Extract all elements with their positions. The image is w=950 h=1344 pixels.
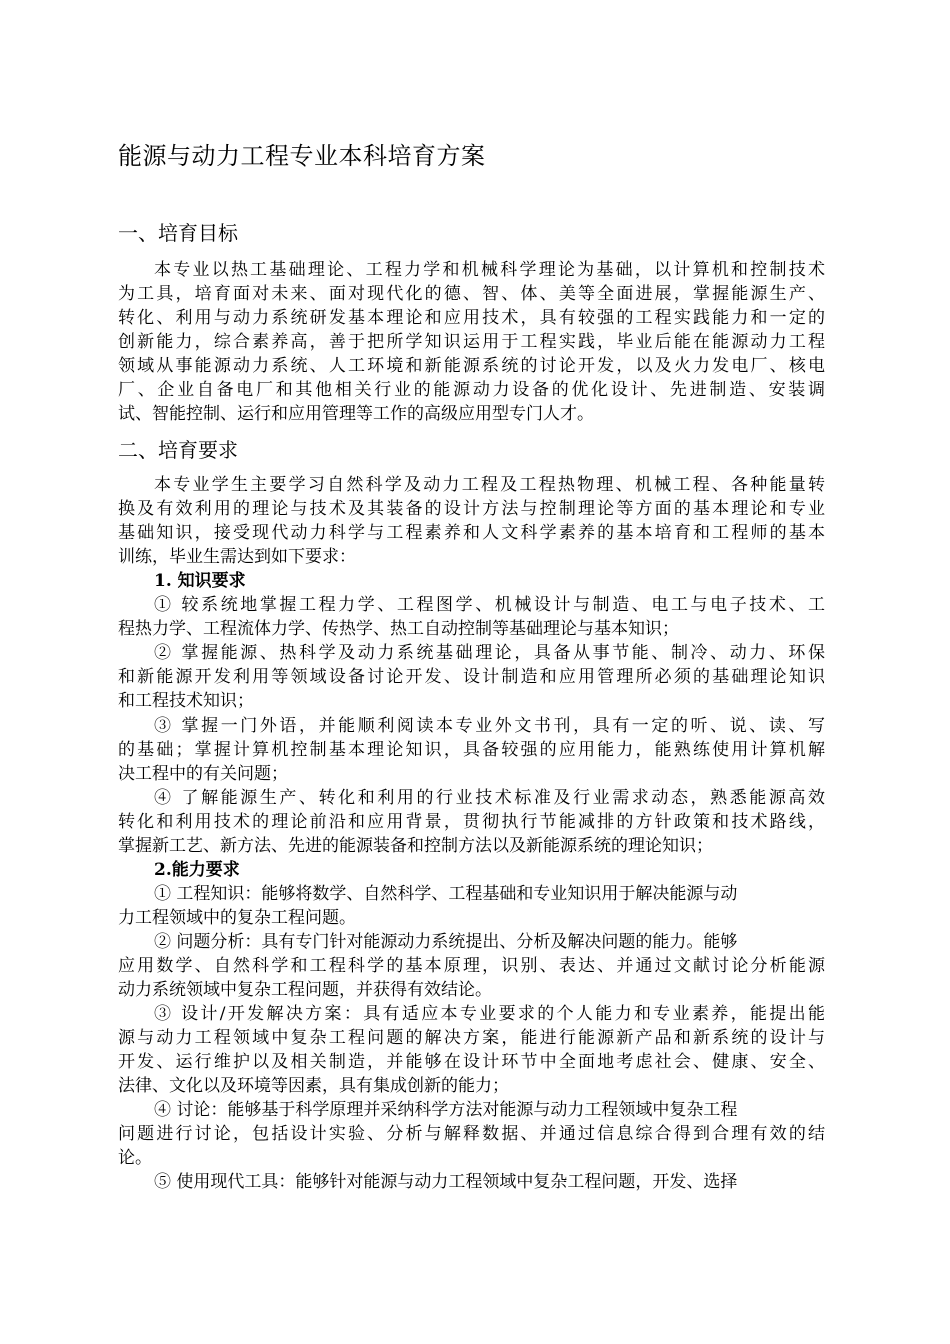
list-item-line: 开发、运行维护以及相关制造，并能够在设计环节中全面地考虑社会、健康、安全、 <box>118 1052 825 1072</box>
list-item-line: 应用数学、自然科学和工程科学的基本原理，识别、表达、并通过文献讨论分析能源 <box>118 956 825 976</box>
list-item-line: 和工程技术知识； <box>118 691 254 711</box>
section-heading-requirements: 二、培育要求 <box>118 438 238 462</box>
list-item-line: ④ 讨论：能够基于科学原理并采纳科学方法对能源与动力工程领域中复杂工程 <box>154 1100 738 1120</box>
list-item-line: 源与动力工程领域中复杂工程问题的解决方案，能进行能源新产品和新系统的设计与 <box>118 1028 825 1048</box>
paragraph-line: 本专业学生主要学习自然科学及动力工程及工程热物理、机械工程、各种能量转 <box>154 475 825 495</box>
list-item-line: ② 问题分析：具有专门针对能源动力系统提出、分析及解决问题的能力。能够 <box>154 932 738 952</box>
list-item-line: 决工程中的有关问题； <box>118 764 288 784</box>
list-item-line: 的基础；掌握计算机控制基本理论知识，具备较强的应用能力，能熟练使用计算机解 <box>118 740 825 760</box>
paragraph-line: 创新能力，综合素养高，善于把所学知识运用于工程实践，毕业后能在能源动力工程 <box>118 332 825 352</box>
list-item-line: 力工程领域中的复杂工程问题。 <box>118 908 356 928</box>
paragraph-line: 训练，毕业生需达到如下要求： <box>118 547 356 567</box>
paragraph-line: 本专业以热工基础理论、工程力学和机械科学理论为基础，以计算机和控制技术 <box>154 260 825 280</box>
list-item-line: 论。 <box>118 1148 152 1168</box>
paragraph-line: 基础知识，接受现代动力科学与工程素养和人文科学素养的基本培育和工程师的基本 <box>118 523 825 543</box>
list-item-line: 程热力学、工程流体力学、传热学、热工自动控制等基础理论与基本知识； <box>118 619 679 639</box>
list-item-line: ③ 设计/开发解决方案：具有适应本专业要求的个人能力和专业素养，能提出能 <box>154 1004 825 1024</box>
list-item-line: 问题进行讨论，包括设计实验、分析与解释数据、并通过信息综合得到合理有效的结 <box>118 1124 825 1144</box>
list-item-line: ② 掌握能源、热科学及动力系统基础理论，具备从事节能、制冷、动力、环保 <box>154 643 825 663</box>
list-item-line: ③ 掌握一门外语，并能顺利阅读本专业外文书刊，具有一定的听、说、读、写 <box>154 716 825 736</box>
paragraph-line: 换及有效利用的理论与技术及其装备的设计方法与控制理论等方面的基本理论和专业 <box>118 499 825 519</box>
list-item-line: 转化和利用技术的理论前沿和应用背景，贯彻执行节能减排的方针政策和技术路线， <box>118 812 825 832</box>
list-item-line: 掌握新工艺、新方法、先进的能源装备和控制方法以及新能源系统的理论知识； <box>118 836 713 856</box>
list-item-line: ⑤ 使用现代工具：能够针对能源与动力工程领域中复杂工程问题，开发、选择 <box>154 1172 738 1192</box>
list-item-line: 法律、文化以及环境等因素，具有集成创新的能力； <box>118 1076 509 1096</box>
paragraph-line: 试、智能控制、运行和应用管理等工作的高级应用型专门人才。 <box>118 404 594 424</box>
subheading-knowledge: 1. 知识要求 <box>154 571 246 591</box>
list-item-line: ① 较系统地掌握工程力学、工程图学、机械设计与制造、电工与电子技术、工 <box>154 595 825 615</box>
list-item-line: 和新能源开发利用等领域设备讨论开发、设计制造和应用管理所必须的基础理论知识 <box>118 667 825 687</box>
page-title: 能源与动力工程专业本科培育方案 <box>118 142 486 170</box>
section-heading-goals: 一、培育目标 <box>118 221 238 245</box>
list-item-line: ④ 了解能源生产、转化和利用的行业技术标准及行业需求动态，熟悉能源高效 <box>154 788 825 808</box>
paragraph-line: 转化、利用与动力系统研发基本理论和应用技术，具有较强的工程实践能力和一定的 <box>118 308 825 328</box>
subheading-ability: 2.能力要求 <box>154 860 240 880</box>
paragraph-line: 为工具，培育面对未来、面对现代化的德、智、体、美等全面进展，掌握能源生产、 <box>118 284 825 304</box>
paragraph-line: 领域从事能源动力系统、人工环境和新能源系统的讨论开发，以及火力发电厂、核电 <box>118 356 825 376</box>
paragraph-line: 厂、企业自备电厂和其他相关行业的能源动力设备的优化设计、先进制造、安装调 <box>118 380 825 400</box>
list-item-line: 动力系统领域中复杂工程问题，并获得有效结论。 <box>118 980 492 1000</box>
list-item-line: ① 工程知识：能够将数学、自然科学、工程基础和专业知识用于解决能源与动 <box>154 884 738 904</box>
